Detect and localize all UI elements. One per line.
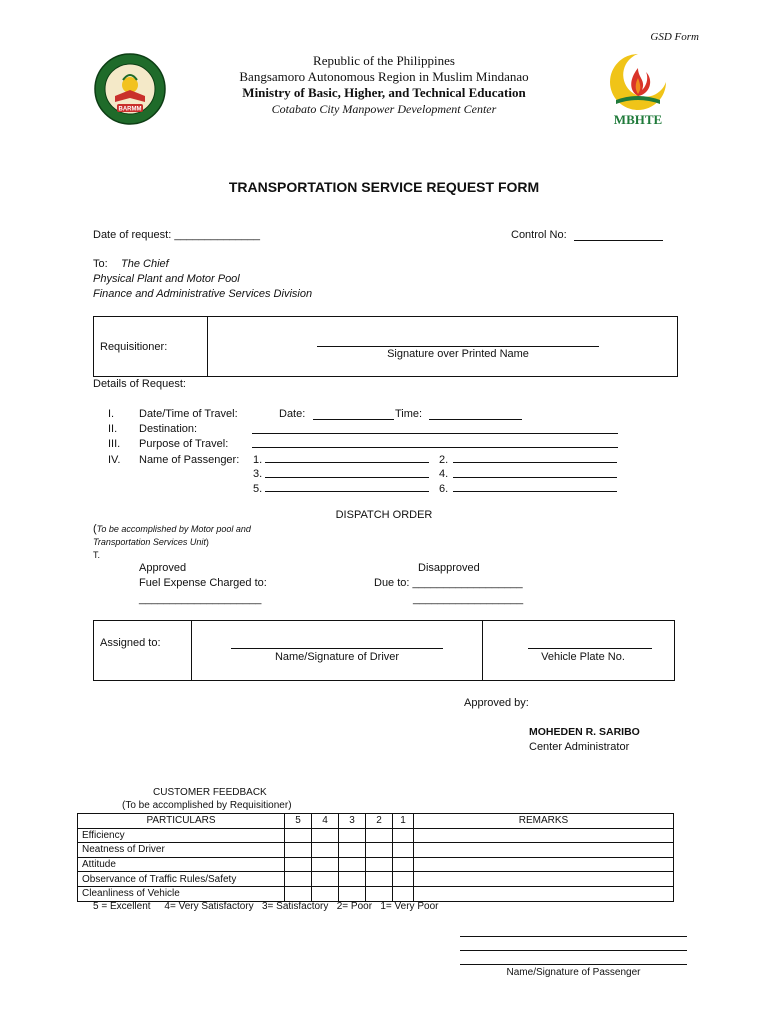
date-label: Date: (279, 408, 306, 420)
detail-label-purpose: Purpose of Travel: (139, 438, 229, 450)
addressee-division: Finance and Administrative Services Division (93, 288, 313, 300)
rating-cell[interactable] (393, 843, 414, 858)
fuel-expense-field[interactable]: ____________________ (139, 593, 262, 605)
travel-time-field[interactable] (429, 419, 522, 420)
control-no-label: Control No: (511, 229, 567, 241)
passenger-num-5: 5. (253, 483, 263, 495)
purpose-field[interactable] (252, 447, 618, 448)
detail-label-destination: Destination: (139, 423, 198, 435)
detail-num-4: IV. (108, 454, 121, 466)
remarks-cell[interactable] (414, 828, 674, 843)
rating-cell[interactable] (339, 857, 366, 872)
rating-cell[interactable] (393, 828, 414, 843)
t-mark: T. (93, 550, 101, 560)
detail-num-3: III. (108, 438, 121, 450)
approver-name: MOHEDEN R. SARIBO (529, 726, 640, 738)
passenger-field-6[interactable] (453, 491, 617, 492)
feedback-table (77, 813, 674, 902)
rating-cell[interactable] (312, 872, 339, 887)
passenger-num-3: 3. (253, 468, 263, 480)
passenger-field-3[interactable] (265, 477, 429, 478)
passenger-signature-field-2[interactable] (460, 950, 687, 951)
rating-cell[interactable] (366, 828, 393, 843)
passenger-num-2: 2. (439, 454, 449, 466)
assigned-divider-1 (191, 620, 192, 681)
fuel-expense-label: Fuel Expense Charged to: (139, 577, 267, 589)
letterhead-region: Bangsamoro Autonomous Region in Muslim Mindanao (239, 69, 529, 84)
passenger-field-5[interactable] (265, 491, 429, 492)
row-label-efficiency: Efficiency (78, 828, 285, 843)
letterhead-center: Cotabato City Manpower Development Center (271, 102, 497, 116)
header-remarks: REMARKS (414, 814, 674, 829)
table-row (78, 857, 674, 872)
date-of-request: Date of request: ______________ (93, 229, 260, 241)
to-label: To: (93, 258, 108, 270)
row-label-cleanliness: Cleanliness of Vehicle (78, 886, 285, 901)
passenger-num-4: 4. (439, 468, 449, 480)
form-code: GSD Form (650, 31, 699, 43)
approver-position: Center Administrator (529, 741, 630, 753)
feedback-title: CUSTOMER FEEDBACK (153, 787, 267, 798)
rating-cell[interactable] (339, 886, 366, 901)
note-close-paren: ) (205, 537, 209, 547)
rating-cell[interactable] (312, 886, 339, 901)
remarks-cell[interactable] (414, 857, 674, 872)
table-row (78, 886, 674, 901)
rating-cell[interactable] (339, 872, 366, 887)
approved-by-label: Approved by: (464, 697, 529, 709)
rating-cell[interactable] (312, 828, 339, 843)
time-label: Time: (395, 408, 423, 420)
letterhead-ministry: Ministry of Basic, Higher, and Technical Education (242, 85, 526, 100)
passenger-signature-field-3[interactable] (460, 964, 687, 965)
rating-cell[interactable] (312, 843, 339, 858)
addressee-name: The Chief (121, 258, 169, 270)
requisitioner-label: Requisitioner: (100, 341, 168, 353)
approved-option[interactable]: Approved (139, 562, 187, 574)
driver-caption: Name/Signature of Driver (274, 651, 400, 663)
rating-cell[interactable] (393, 872, 414, 887)
table-row (78, 872, 674, 887)
table-row (78, 828, 674, 843)
header-5: 5 (285, 814, 312, 829)
destination-field[interactable] (252, 433, 618, 434)
passenger-field-2[interactable] (453, 462, 617, 463)
rating-cell[interactable] (339, 843, 366, 858)
header-4: 4 (312, 814, 339, 829)
requisitioner-signature-field[interactable] (317, 346, 599, 347)
rating-cell[interactable] (285, 857, 312, 872)
rating-legend: 5 = Excellent 4= Very Satisfactory 3= Satisfactory 2= Poor 1= Very Poor (93, 901, 439, 912)
due-to-field[interactable]: Due to: __________________ (374, 577, 523, 589)
assigned-label: Assigned to: (100, 637, 161, 649)
passenger-signature-field-1[interactable] (460, 936, 687, 937)
travel-date-field[interactable] (313, 419, 394, 420)
barmm-seal (93, 52, 167, 126)
feedback-header-row (78, 814, 674, 829)
detail-num-2: II. (108, 423, 118, 435)
detail-label-travel-date: Date/Time of Travel: (139, 408, 238, 420)
passenger-num-6: 6. (439, 483, 449, 495)
passenger-signature-caption: Name/Signature of Passenger (506, 967, 641, 978)
passenger-field-1[interactable] (265, 462, 429, 463)
note-line-1: To be accomplished by Motor pool and (96, 524, 251, 534)
logo-text: MBHTE (613, 112, 663, 127)
mbhte-logo (598, 50, 678, 132)
header-3: 3 (339, 814, 366, 829)
detail-label-passengers: Name of Passenger: (139, 454, 240, 466)
letterhead (184, 53, 584, 117)
requisitioner-divider (207, 316, 208, 377)
row-label-attitude: Attitude (78, 857, 285, 872)
row-label-neatness: Neatness of Driver (78, 843, 285, 858)
feedback-subtitle: (To be accomplished by Requisitioner) (122, 800, 292, 811)
passenger-field-4[interactable] (453, 477, 617, 478)
addressee-office: Physical Plant and Motor Pool (93, 273, 240, 285)
seal-text: BARMM (118, 106, 142, 113)
due-to-extra-field[interactable]: __________________ (413, 593, 524, 605)
header-2: 2 (366, 814, 393, 829)
details-label: Details of Request: (93, 378, 186, 390)
rating-cell[interactable] (285, 886, 312, 901)
form-title: TRANSPORTATION SERVICE REQUEST FORM (228, 179, 540, 195)
passenger-num-1: 1. (253, 454, 263, 466)
rating-cell[interactable] (285, 843, 312, 858)
rating-cell[interactable] (393, 857, 414, 872)
note-line-2: Transportation Services Unit (93, 537, 206, 547)
remarks-cell[interactable] (414, 843, 674, 858)
rating-cell[interactable] (285, 828, 312, 843)
rating-cell[interactable] (366, 843, 393, 858)
plate-no-field[interactable] (528, 648, 652, 649)
disapproved-option[interactable]: Disapproved (418, 562, 480, 574)
detail-num-1: I. (108, 408, 115, 420)
requisitioner-caption: Signature over Printed Name (387, 348, 529, 360)
note-open-paren: ( (93, 523, 97, 535)
remarks-cell[interactable] (414, 886, 674, 901)
rating-cell[interactable] (312, 857, 339, 872)
rating-cell[interactable] (366, 857, 393, 872)
row-label-traffic-rules: Observance of Traffic Rules/Safety (78, 872, 285, 887)
dispatch-note (93, 523, 251, 562)
rating-cell[interactable] (366, 886, 393, 901)
rating-cell[interactable] (366, 872, 393, 887)
plate-caption: Vehicle Plate No. (541, 651, 625, 663)
control-no-field[interactable] (574, 240, 663, 241)
assigned-divider-2 (482, 620, 483, 681)
rating-cell[interactable] (393, 886, 414, 901)
table-row (78, 843, 674, 858)
header-1: 1 (393, 814, 414, 829)
letterhead-country: Republic of the Philippines (313, 53, 455, 68)
rating-cell[interactable] (339, 828, 366, 843)
driver-signature-field[interactable] (231, 648, 443, 649)
header-particulars: PARTICULARS (78, 814, 285, 829)
remarks-cell[interactable] (414, 872, 674, 887)
rating-cell[interactable] (285, 872, 312, 887)
dispatch-title: DISPATCH ORDER (335, 509, 433, 521)
